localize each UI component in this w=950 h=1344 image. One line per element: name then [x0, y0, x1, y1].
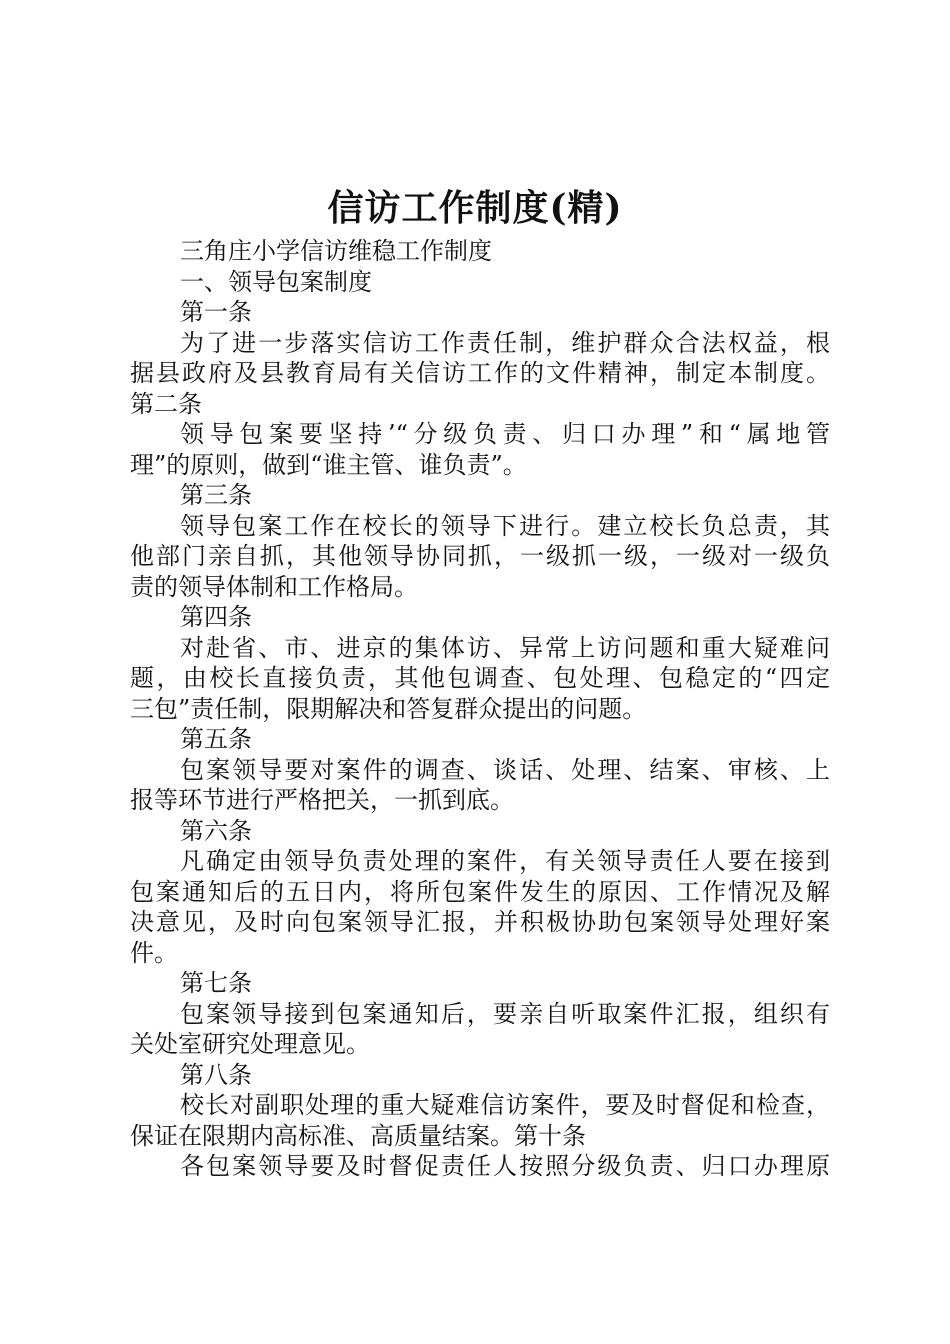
article-heading: 第二条: [130, 389, 202, 418]
paragraph-line: 包案领导接到包案通知后，要亲自听取案件汇报，组织有: [180, 999, 830, 1028]
paragraph-line: 理”的原则，做到“谁主管、谁负责”。: [130, 450, 527, 479]
paragraph-line: 报等环节进行严格把关，一抓到底。: [130, 786, 514, 814]
paragraph-line: 责的领导体制和工作格局。: [130, 572, 418, 601]
article-heading: 第八条: [180, 1060, 252, 1089]
article-heading: 第四条: [180, 603, 252, 631]
article-heading: 第六条: [180, 816, 252, 845]
paragraph-line: 决意见，及时向包案领导汇报，并积极协助包案领导处理好案: [130, 908, 830, 936]
paragraph-line: 他部门亲自抓，其他领导协同抓，一级抓一级，一级对一级负: [130, 542, 830, 570]
paragraph-line: 包案通知后的五日内，将所包案件发生的原因、工作情况及解: [130, 877, 830, 906]
section-heading: 一、领导包案制度: [180, 267, 372, 296]
paragraph-line: 保证在限期内高标准、高质量结案。第十条: [130, 1121, 586, 1150]
paragraph-line: 包案领导要对案件的调查、谈话、处理、结案、审核、上: [180, 755, 830, 784]
article-heading: 第三条: [180, 481, 252, 509]
paragraph-line: 据县政府及县教育局有关信访工作的文件精神，制定本制度。: [130, 359, 830, 387]
paragraph-line: 三包”责任制，限期解决和答复群众提出的问题。: [130, 694, 647, 723]
paragraph-line: 各包案领导要及时督促责任人按照分级负责、归口办理原: [180, 1152, 830, 1180]
document-title: 信访工作制度(精): [327, 187, 623, 229]
article-heading: 第七条: [180, 969, 252, 997]
paragraph-line: 领导包案工作在校长的领导下进行。建立校长负总责，其: [180, 511, 830, 540]
paragraph-line: 领导包案要坚持’“分级负责、归口办理”和“属地管: [180, 420, 830, 448]
article-heading: 第一条: [180, 298, 252, 326]
paragraph-line: 校长对副职处理的重大疑难信访案件，要及时督促和检查，: [180, 1091, 830, 1119]
paragraph-line: 关处室研究处理意见。: [130, 1030, 370, 1058]
school-heading: 三角庄小学信访维稳工作制度: [180, 237, 492, 265]
article-heading: 第五条: [180, 725, 252, 753]
document-body: [130, 236, 830, 1182]
paragraph-line: 件。: [130, 938, 178, 967]
paragraph-line: 对赴省、市、进京的集体访、异常上访问题和重大疑难问: [180, 633, 830, 662]
paragraph-line: 题，由校长直接负责，其他包调查、包处理、包稳定的“四定: [130, 664, 830, 692]
paragraph-line: 为了进一步落实信访工作责任制，维护群众合法权益，根: [180, 328, 830, 357]
paragraph-line: 凡确定由领导负责处理的案件，有关领导责任人要在接到: [180, 847, 830, 875]
